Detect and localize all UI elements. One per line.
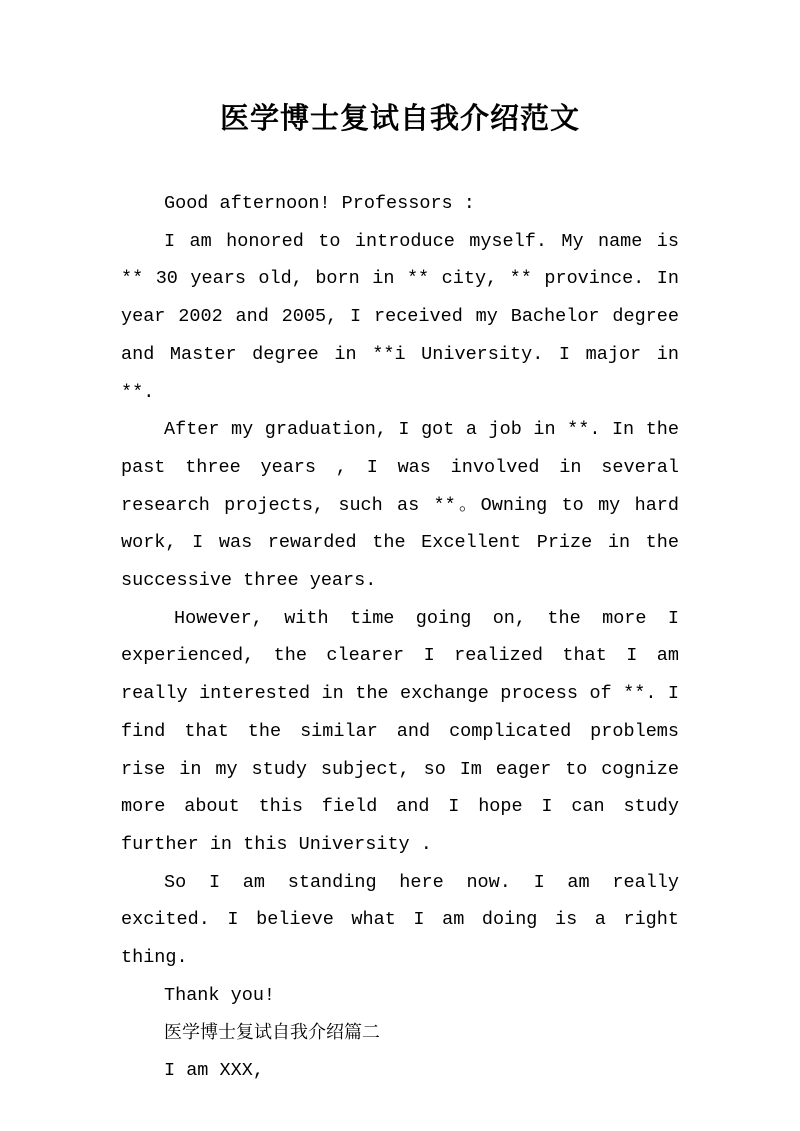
thank-you-line: Thank you!: [164, 984, 276, 1006]
section-heading-two: 医学博士复试自我介绍篇二: [164, 1022, 380, 1044]
closing-paragraph: So I am standing here now. I am really excited. I believe what I am doing is a right thing.: [121, 871, 679, 969]
introduction-paragraph: I am honored to introduce myself. My name is ** 30 years old, born in ** city, ** province. In year 2002 and 2005, I received my Bachelor degree and Master degree in **i University. I major in **.: [121, 230, 679, 403]
document-body: [121, 185, 679, 1090]
work-experience-paragraph: After my graduation, I got a job in **. In the past three years , I was involved in several research projects, such as **。Owning to my hard work, I was rewarded the Excellent Prize in the successive three years.: [121, 419, 679, 592]
document-title: 医学博士复试自我介绍范文: [219, 101, 580, 135]
second-intro-line: I am XXX,: [164, 1060, 264, 1082]
motivation-paragraph: However, with time going on, the more I experienced, the clearer I realized that I am really interested in the exchange process of **. I find that the similar and complicated problems rise in my study subject, so Im eager to cognize more about this field and I hope I can study further in this University .: [121, 607, 679, 855]
greeting-paragraph: Good afternoon! Professors :: [164, 193, 475, 214]
